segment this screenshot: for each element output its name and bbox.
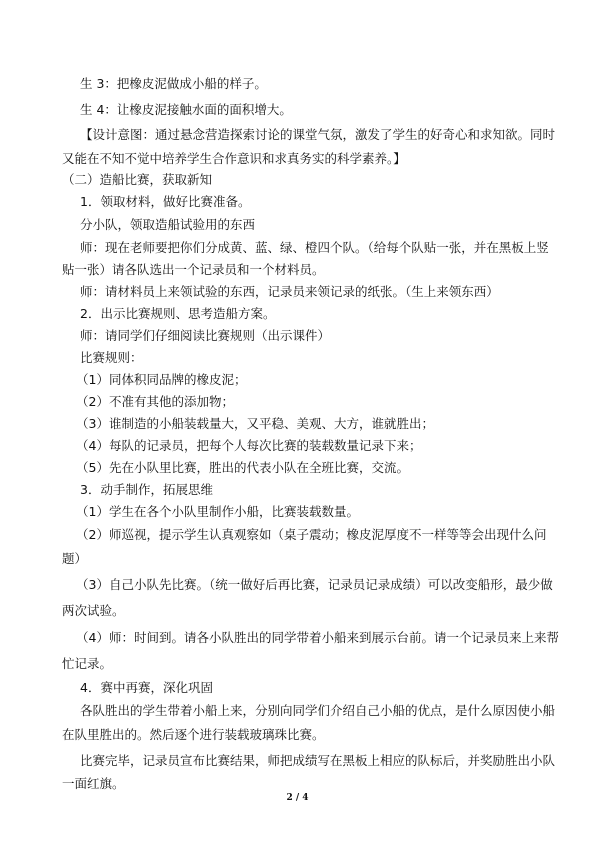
text-line: 师：请同学们仔细阅读比赛规则（出示课件） <box>80 328 331 343</box>
text-line: 两次试验。 <box>62 603 125 618</box>
text-line: （4）师：时间到。请各小队胜出的同学带着小船来到展示台前。请一个记录员来上来帮 <box>76 630 559 645</box>
subsection-heading: 4．赛中再赛，深化巩固 <box>80 680 213 695</box>
text-line: 师：现在老师要把你们分成黄、蓝、绿、橙四个队。（给每个队贴一张，并在黑板上竖 <box>80 240 549 255</box>
text-line: 分小队，领取造船试验用的东西 <box>80 217 256 232</box>
text-line: 题） <box>62 551 88 566</box>
text-line: 生 3：把橡皮泥做成小船的样子。 <box>80 76 267 91</box>
text-line: 各队胜出的学生带着小船上来，分别向同学们介绍自己小船的优点，是什么原因使小船 <box>80 703 556 718</box>
rule-item: （4）每队的记录员，把每个人每次比赛的装载数量记录下来； <box>76 438 422 453</box>
text-line: 贴一张）请各队选出一个记录员和一个材料员。 <box>62 262 325 277</box>
text-line: 一面红旗。 <box>62 776 125 791</box>
subsection-heading: 2．出示比赛规则、思考造船方案。 <box>80 306 276 321</box>
text-line: 比赛规则： <box>80 350 143 365</box>
text-line: （1）学生在各个小队里制作小船，比赛装载数量。 <box>76 504 359 519</box>
subsection-heading: 1．领取材料，做好比赛准备。 <box>80 194 251 209</box>
text-line: 又能在不知不觉中培养学生合作意识和求真务实的科学素养。】 <box>62 151 406 166</box>
text-line: 忙记录。 <box>62 656 113 671</box>
rule-item: （5）先在小队里比赛，胜出的代表小队在全班比赛，交流。 <box>76 460 409 475</box>
text-line: 【设计意图：通过悬念营造探索讨论的课堂气氛，激发了学生的好奇心和求知欲。同时 <box>80 127 556 142</box>
rule-item: （3）谁制造的小船装载量大，又平稳、美观、大方，谁就胜出； <box>76 416 434 431</box>
rule-item: （2）不准有其他的添加物； <box>76 394 234 409</box>
text-line: （3）自己小队先比赛。（统一做好后再比赛，记录员记录成绩）可以改变船形，最少做 <box>76 577 553 592</box>
subsection-heading: 3．动手制作，拓展思维 <box>80 482 213 497</box>
section-heading: （二）造船比赛，获取新知 <box>62 172 213 187</box>
page-number: 2 / 4 <box>286 793 309 803</box>
rule-item: （1）同体积同品牌的橡皮泥； <box>76 372 247 387</box>
text-line: 在队里胜出的。然后逐个进行装载玻璃珠比赛。 <box>62 727 325 742</box>
text-line: 师：请材料员上来领试验的东西，记录员来领记录的纸张。（生上来领东西） <box>80 284 499 299</box>
text-line: 比赛完毕，记录员宣布比赛结果，师把成绩写在黑板上相应的队标后，并奖励胜出小队 <box>80 753 556 768</box>
text-line: 生 4：让橡皮泥接触水面的面积增大。 <box>80 102 292 117</box>
text-line: （2）师巡视，提示学生认真观察如（桌子震动；橡皮泥厚度不一样等等会出现什么问 <box>76 527 547 542</box>
